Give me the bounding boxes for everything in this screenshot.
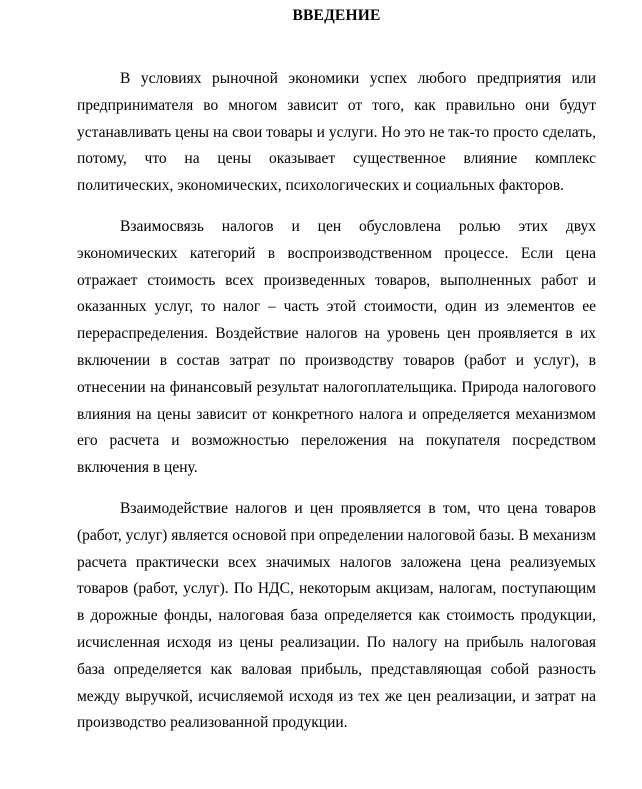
- page-title: ВВЕДЕНИЕ: [292, 7, 381, 24]
- paragraph-2: Взаимосвязь налогов и цен обусловлена ролью этих двух экономических категорий в воспроизводственном процессе. Если цена отражает стоимость всех произведенных товаров, выполненных работ и оказанных услуг, то налог – часть этой стоимости, один из элементов ее перераспределения. Воздействие налогов на уровень цен проявляется в их включении в состав затрат по производству товаров (работ и услуг), в отнесении на финансовый результат налогоплательщика. Природа налогового влияния на цены зависит от конкретного налога и определяется механизмом его расчета и возможностью переложения на покупателя посредством включения в цену.: [77, 217, 596, 477]
- paragraph-1: В условиях рыночной экономики успех любого предприятия или предпринимателя во многом зависит от того, как правильно они будут устанавливать цены на свои товары и услуги. Но это не так-то просто сделать, потому, что на цены оказывает существенное влияние комплекс политических, экономических, психологических и социальных факторов.: [77, 70, 596, 195]
- document-page: [77, 0, 596, 737]
- paragraph-3: Взаимодействие налогов и цен проявляется в том, что цена товаров (работ, услуг) является основой при определении налоговой базы. В механизм расчета практически всех значимых налогов заложена цена реализуемых товаров (работ, услуг). По НДС, некоторым акцизам, налогам, поступающим в дорожные фонды, налоговая база определяется как стоимость продукции, исчисленная исходя из цены реализации. По налогу на прибыль налоговая база определяется как валовая прибыль, представляющая собой разность между выручкой, исчисляемой исходя из тех же цен реализации, и затрат на производство реализованной продукции.: [77, 499, 596, 732]
